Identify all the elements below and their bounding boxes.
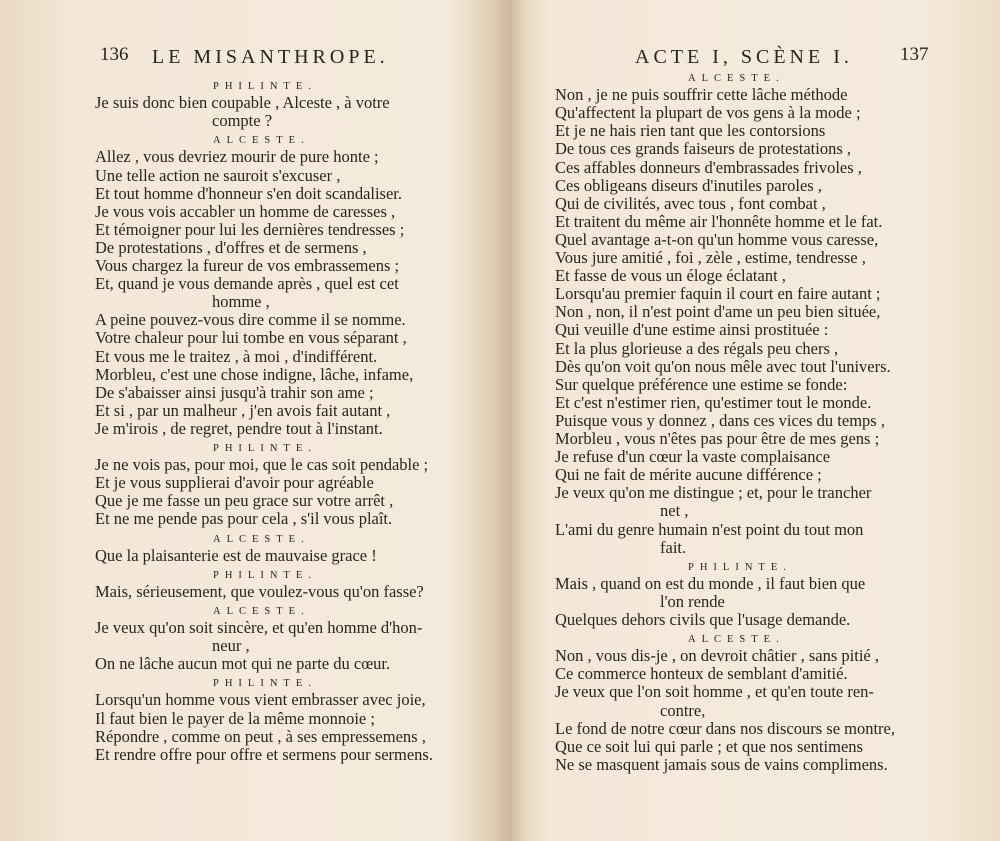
verse-continuation: l'on rende [660,591,725,611]
speaker-name: ALCESTE. [688,73,785,84]
verse-line: Ces obligeans diseurs d'inutiles paroles , [555,175,822,195]
right-page-number: 137 [900,44,929,65]
verse-line: Non , je ne puis souffrir cette lâche méthode [555,85,848,105]
verse-line: Et fasse de vous un éloge éclatant , [555,266,786,286]
verse-line: Quelques dehors civils que l'usage demande. [555,610,851,629]
verse-line: Je suis donc bien coupable , Alceste , à votre [95,93,390,113]
verse-line: Qui de civilités, avec tous , font combat , [555,193,826,213]
verse-line: Et tout homme d'honneur s'en doit scandaliser. [95,183,403,203]
verse-line: Et vous me le traitez , à moi , d'indifférent. [95,346,378,366]
verse-continuation: compte ? [212,111,273,131]
verse-line: Et, quand je vous demande après , quel est cet [95,274,399,294]
speaker-name: PHILINTE. [213,678,317,690]
verse-line: Qu'affectent la plupart de vos gens à la mode ; [555,103,861,123]
speaker-name: ALCESTE. [688,634,785,646]
speaker-name: PHILINTE. [213,569,317,581]
verse-line: Puisque vous y donnez , dans ces vices du temps , [555,410,885,430]
verse-line: Mais, sérieusement, que voulez-vous qu'on fasse? [95,581,424,601]
verse-line: Le fond de notre cœur dans nos discours se montre, [555,718,895,738]
verse-line: Je ne vois pas, pour moi, que le cas soit pendable ; [95,455,429,475]
verse-line: Non , non, il n'est point d'ame un peu bien située, [555,302,881,322]
verse-line: Et c'est n'estimer rien, qu'estimer tout le monde. [555,392,872,412]
verse-line: Quel avantage a-t-on qu'un homme vous caresse, [555,229,879,249]
verse-line: Je refuse d'un cœur la vaste complaisance [555,447,831,467]
right-running-title: ACTE I, SCÈNE I. [635,46,853,68]
right-page [505,0,1000,841]
verse-line: Sur quelque préférence une estime se fonde: [555,374,848,394]
verse-line: Mais , quand on est du monde , il faut bien que [555,573,866,593]
verse-line: A peine pouvez-vous dire comme il se nomme. [95,310,406,330]
verse-line: Répondre , comme on peut , à ses empressemens , [95,726,426,746]
verse-line: Votre chaleur pour lui tombe en vous séparant , [95,328,407,348]
verse-line: Que je me fasse un peu grace sur votre arrêt , [95,491,394,511]
verse-continuation: fait. [660,537,687,557]
verse-line: De tous ces grands faiseurs de protestations , [555,139,852,159]
verse-line: Ces affables donneurs d'embrassades frivoles , [555,157,862,177]
verse-line: Et je vous supplierai d'avoir pour agréable [95,473,374,493]
verse-line: Je veux qu'on me distingue ; et, pour le trancher [555,483,872,503]
verse-line: L'ami du genre humain n'est point du tout mon [555,519,864,539]
verse-line: Vous chargez la fureur de vos embrassemens ; [95,256,400,275]
verse-line: Et la plus glorieuse a des régals peu chers , [555,338,839,358]
verse-line: Et traitent du même air l'honnête homme et le fat. [555,211,883,231]
left-page-number: 136 [100,44,129,65]
verse-line: Allez , vous devriez mourir de pure honte ; [95,147,379,167]
verse-line: Je m'irois , de regret, pendre tout à l'instant. [95,418,383,438]
verse-line: On ne lâche aucun mot qui ne parte du cœur. [95,654,391,674]
verse-continuation: contre, [660,700,706,720]
verse-line: Dès qu'on voit qu'on nous mêle avec tout l'univers. [555,356,891,376]
verse-line: Morbleu, c'est une chose indigne, lâche, infame, [95,364,414,384]
verse-line: Je vous vois accabler un homme de caresses , [95,201,396,221]
verse-line: Une telle action ne sauroit s'excuser , [95,165,341,185]
verse-line: Lorsqu'un homme vous vient embrasser avec joie, [95,690,426,710]
verse-line: Et si , par un malheur , j'en avois fait autant , [95,400,391,420]
speaker-name: PHILINTE. [213,443,317,454]
verse-line: Il faut bien le payer de la même monnoie ; [95,708,375,728]
left-running-title: LE MISANTHROPE. [152,46,389,68]
verse-line: Vous jure amitié , foi , zèle , estime, tendresse , [555,248,866,267]
verse-continuation: net , [660,501,689,521]
speaker-name: ALCESTE. [213,605,310,617]
verse-line: Et témoigner pour lui les dernières tendresses ; [95,219,405,239]
verse-line: Que ce soit lui qui parle ; et que nos sentimens [555,736,863,756]
verse-line: Ce commerce honteux de semblant d'amitié. [555,664,848,684]
verse-line: Qui veuille d'une estime ainsi prostituée : [555,320,829,340]
speaker-name: ALCESTE. [213,533,310,545]
verse-continuation: homme , [212,292,270,312]
verse-line: Je veux qu'on soit sincère, et qu'en homme d'hon- [95,618,423,637]
verse-line: Non , vous dis-je , on devroit châtier , sans pitié , [555,646,879,666]
speaker-name: PHILINTE. [213,81,317,92]
verse-line: De protestations , d'offres et de sermens , [95,237,367,257]
verse-line: De s'abaisser ainsi jusqu'à trahir son ame ; [95,382,374,402]
verse-line: Je veux que l'on soit homme , et qu'en toute ren- [555,682,874,702]
verse-continuation: neur , [212,636,250,656]
verse-line: Lorsqu'au premier faquin il court en faire autant ; [555,284,881,304]
verse-line: Et rendre offre pour offre et sermens pour sermens. [95,744,433,764]
verse-line: Qui ne fait de mérite aucune différence ; [555,465,822,485]
verse-line: Morbleu , vous n'êtes pas pour être de mes gens ; [555,429,880,448]
verse-line: Que la plaisanterie est de mauvaise grace ! [95,545,377,565]
speaker-name: PHILINTE. [688,561,792,573]
speaker-name: ALCESTE. [213,135,310,147]
verse-line: Et je ne hais rien tant que les contorsions [555,121,826,141]
verse-line: Ne se masquent jamais sous de vains complimens. [555,754,888,774]
verse-line: Et ne me pende pas pour cela , s'il vous plaît. [95,509,393,529]
